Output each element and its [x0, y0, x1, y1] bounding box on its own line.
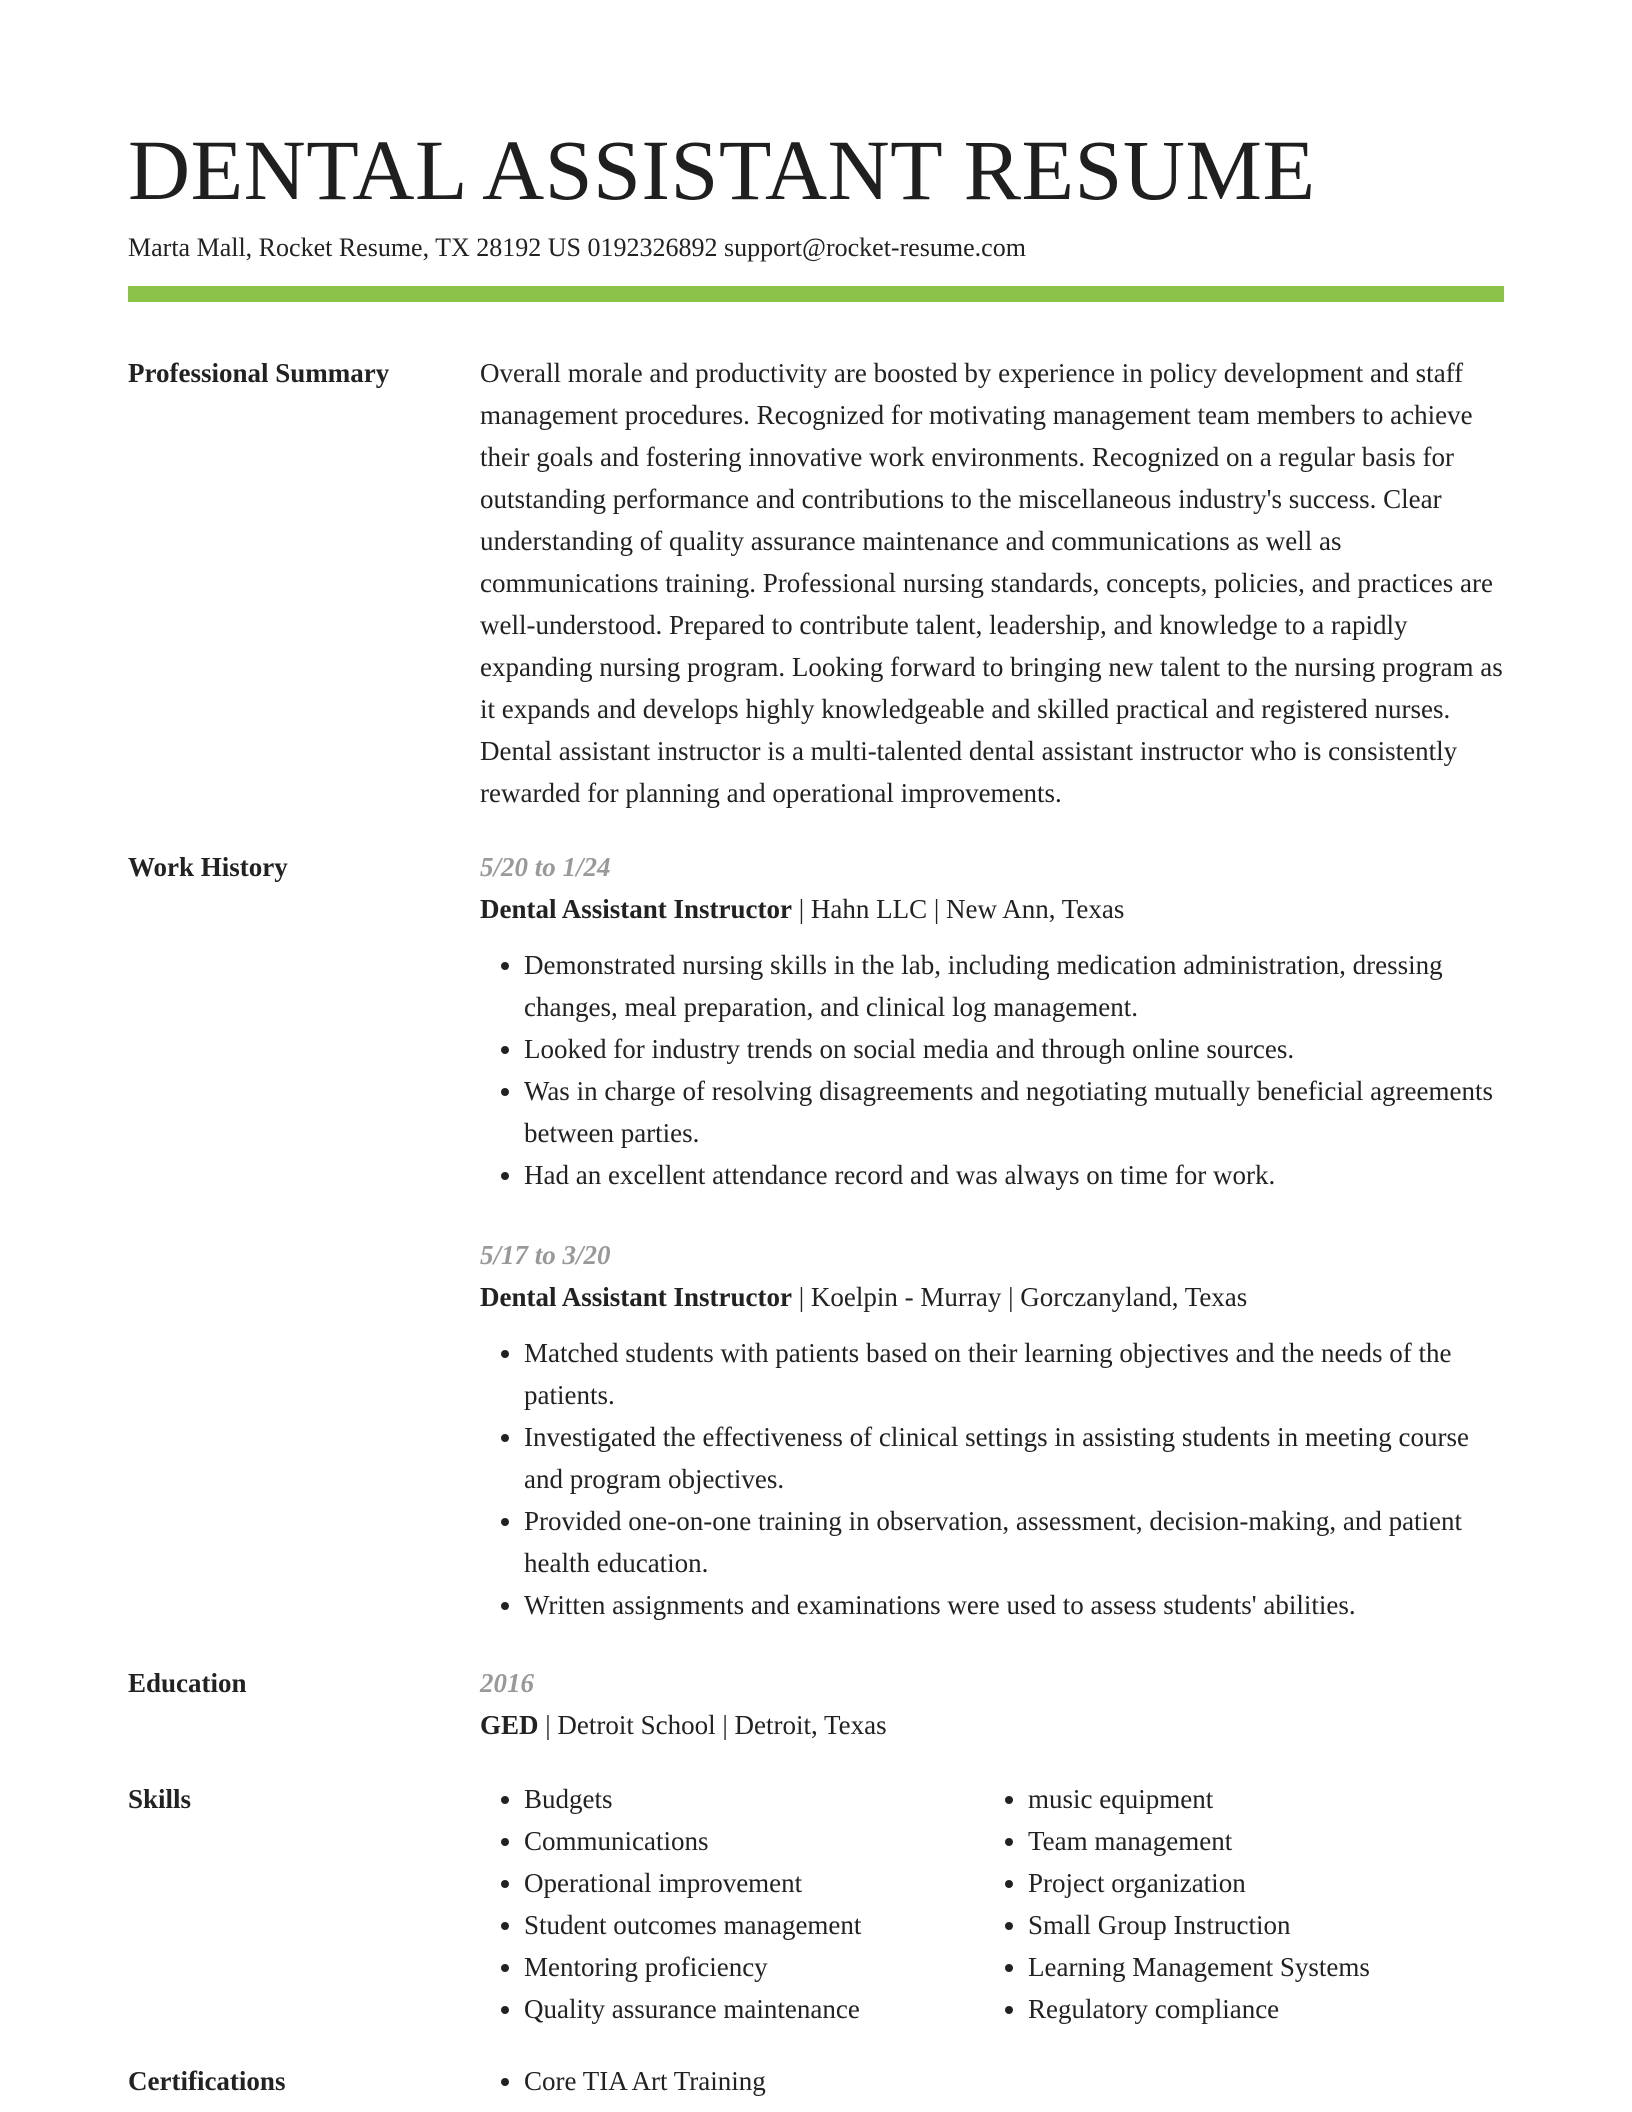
summary-text: Overall morale and productivity are boosted by experience in policy development and staff management procedures. Recognized for motivating management team members to achieve their goals and fostering innovative work environments. Recognized on a regular basis for outstanding performance and contributions to the miscellaneous industry's success. Clear understanding of quality assurance maintenance and communications as well as communications training. Professional nursing standards, concepts, policies, and practices are well-understood. Prepared to contribute talent, leadership, and knowledge to a rapidly expanding nursing program. Looking forward to bringing new talent to the nursing program as it expands and develops highly knowledgeable and skilled practical and registered nurses. Dental assistant instructor is a multi-talented dental assistant instructor who is consistently rewarded for planning and operational improvements. — [480, 358, 1503, 808]
job-dates: 5/20 to 1/24 — [480, 852, 611, 882]
skill-item: • music equipment — [1028, 1778, 1488, 1820]
job-bullet: • Investigated the effectiveness of clinical settings in assisting students in meeting course and program objectives. — [524, 1416, 1504, 1500]
skill-item: • Quality assurance maintenance — [524, 1988, 984, 2030]
job-bullet: • Looked for industry trends on social media and through online sources. — [524, 1028, 1504, 1070]
work-history-section — [128, 846, 1504, 1626]
certifications-body — [480, 2060, 1504, 2102]
skills-list-right — [984, 1778, 1488, 2030]
job-bullets — [480, 1332, 1504, 1626]
certifications-list — [480, 2060, 1504, 2102]
certification-item: • Core TIA Art Training — [524, 2060, 1504, 2102]
job-entry — [480, 1234, 1504, 1626]
skill-item: • Student outcomes management — [524, 1904, 984, 1946]
job-details: | Hahn LLC | New Ann, Texas — [792, 894, 1125, 924]
job-role: Dental Assistant Instructor — [480, 1282, 793, 1312]
job-bullet: • Matched students with patients based on their learning objectives and the needs of the patients. — [524, 1332, 1504, 1416]
job-heading — [480, 888, 1504, 930]
skill-item: • Team management — [1028, 1820, 1488, 1862]
skills-list-left — [480, 1778, 984, 2030]
skill-item: • Small Group Instruction — [1028, 1904, 1488, 1946]
education-label: Education — [128, 1668, 247, 1698]
certifications-label: Certifications — [128, 2066, 286, 2096]
education-details: | Detroit School | Detroit, Texas — [538, 1710, 887, 1740]
resume-title: DENTAL ASSISTANT RESUME — [128, 122, 1316, 218]
education-section — [128, 1662, 1504, 1746]
job-bullets — [480, 944, 1504, 1196]
education-year: 2016 — [480, 1668, 534, 1698]
skill-item: • Operational improvement — [524, 1862, 984, 1904]
skill-item: • Learning Management Systems — [1028, 1946, 1488, 1988]
summary-section — [128, 352, 1504, 814]
contact-line: Marta Mall, Rocket Resume, TX 28192 US 0192326892 support@rocket-resume.com — [128, 233, 1026, 262]
job-bullet: • Was in charge of resolving disagreements and negotiating mutually beneficial agreements between parties. — [524, 1070, 1504, 1154]
job-role: Dental Assistant Instructor — [480, 894, 793, 924]
work-history-label: Work History — [128, 852, 288, 882]
job-bullet: • Provided one-on-one training in observation, assessment, decision-making, and patient health education. — [524, 1500, 1504, 1584]
summary-label: Professional Summary — [128, 358, 390, 388]
job-bullet: • Demonstrated nursing skills in the lab, including medication administration, dressing changes, meal preparation, and clinical log management. — [524, 944, 1504, 1028]
skill-item: • Communications — [524, 1820, 984, 1862]
education-degree: GED — [480, 1710, 539, 1740]
skills-grid — [480, 1778, 1504, 2030]
job-entry — [480, 846, 1504, 1196]
job-dates: 5/17 to 3/20 — [480, 1240, 611, 1270]
accent-divider — [128, 286, 1504, 302]
skill-item: • Budgets — [524, 1778, 984, 1820]
job-details: | Koelpin - Murray | Gorczanyland, Texas — [792, 1282, 1248, 1312]
job-bullet: • Had an excellent attendance record and was always on time for work. — [524, 1154, 1504, 1196]
skill-item: • Project organization — [1028, 1862, 1488, 1904]
skills-label: Skills — [128, 1784, 192, 1814]
skill-item: • Regulatory compliance — [1028, 1988, 1488, 2030]
certifications-section — [128, 2060, 1504, 2102]
job-bullet: • Written assignments and examinations were used to assess students' abilities. — [524, 1584, 1504, 1626]
skills-section — [128, 1778, 1504, 2030]
resume-page — [128, 120, 1504, 2102]
skill-item: • Mentoring proficiency — [524, 1946, 984, 1988]
work-history-body — [480, 846, 1504, 1626]
job-heading — [480, 1276, 1504, 1318]
education-body — [480, 1662, 1504, 1746]
education-heading — [480, 1704, 1504, 1746]
